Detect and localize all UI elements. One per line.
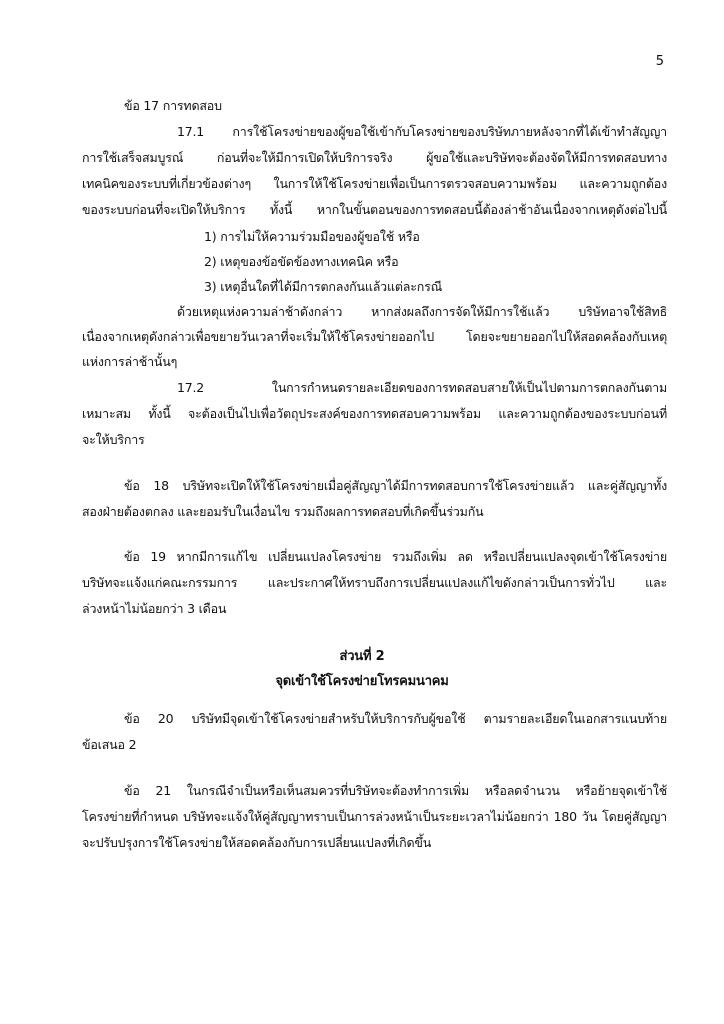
delay-line: ด้วยเหตุแห่งความล่าช้าดังกล่าว หากส่งผลถึงการจัดให้มีการใช้แล้ว บริษัทอาจใช้สิทธิ	[177, 304, 667, 319]
article-21-line: โครงข่ายที่กำหนด บริษัทจะแจ้งให้คู่สัญญาทราบเป็นการล่วงหน้าเป็นระยะเวลาไม่น้อยกว่า 180 วัน โดยคู่สัญญา	[82, 809, 667, 824]
delay-line: แห่งการล่าช้านั้นๆ	[82, 354, 178, 369]
page-number: 5	[655, 54, 664, 69]
article-17-1-line: ของระบบก่อนที่จะเปิดให้บริการ ทั้งนี้ หากในขั้นตอนของการทดสอบนี้ต้องล่าช้าอันเนื่องจากเหตุดังต่อไปนี้	[82, 202, 667, 217]
article-17-2-line: จะให้บริการ	[82, 432, 145, 447]
article-17-1-line: เทคนิคของระบบที่เกี่ยวข้องต่างๆ ในการให้ใช้โครงข่ายเพื่อเป็นการตรวจสอบความพร้อม และความถูกต้อง	[82, 176, 667, 191]
article-17-2-line: เหมาะสม ทั้งนี้ จะต้องเป็นไปเพื่อวัตถุประสงค์ของการทดสอบความพร้อม และความถูกต้องของระบบก่อนที่	[82, 406, 667, 421]
section-subtitle: จุดเข้าใช้โครงข่ายโทรคมนาคม	[275, 674, 449, 689]
article-17-1-line: การใช้เสร็จสมบูรณ์ ก่อนที่จะให้มีการเปิดให้บริการจริง ผู้ขอใช้และบริษัทจะต้องจัดให้มีการทดสอบทาง	[82, 150, 667, 165]
article-21-line: จะปรับปรุงการใช้โครงข่ายให้สอดคล้องกับการเปลี่ยนแปลงที่เกิดขึ้น	[82, 835, 432, 850]
article-18-line: สองฝ่ายต้องตกลง และยอมรับในเงื่อนไข รวมถึงผลการทดสอบที่เกิดขึ้นร่วมกัน	[82, 504, 484, 519]
article-20-line: ข้อ 20 บริษัทมีจุดเข้าใช้โครงข่ายสำหรับให้บริการกับผู้ขอใช้ ตามรายละเอียดในเอกสารแนบท้าย	[124, 711, 667, 726]
article-21-line: ข้อ 21 ในกรณีจำเป็นหรือเห็นสมควรที่บริษัทจะต้องทำการเพิ่ม หรือลดจำนวน หรือย้ายจุดเข้าใช้	[124, 783, 667, 798]
section-title: ส่วนที่ 2	[339, 649, 385, 664]
article-17-2-line: 17.2 ในการกำหนดรายละเอียดของการทดสอบสายให้เป็นไปตามการตกลงกันตาม	[177, 380, 667, 395]
article-18-line: ข้อ 18 บริษัทจะเปิดให้ใช้โครงข่ายเมื่อคู่สัญญาได้มีการทดสอบการใช้โครงข่ายแล้ว และคู่สัญญาทั้ง	[124, 478, 667, 493]
article-20-line: ข้อเสนอ 2	[82, 737, 137, 752]
article-19-line: ล่วงหน้าไม่น้อยกว่า 3 เดือน	[82, 601, 227, 616]
cause-item: 1) การไม่ให้ความร่วมมือของผู้ขอใช้ หรือ	[204, 229, 420, 244]
article-17-heading: ข้อ 17 การทดสอบ	[124, 98, 222, 113]
cause-item: 2) เหตุของข้อขัดข้องทางเทคนิค หรือ	[204, 254, 399, 269]
article-19-line: บริษัทจะแจ้งแก่คณะกรรมการ และประกาศให้ทราบถึงการเปลี่ยนแปลงแก้ไขดังกล่าวเป็นการทั่วไป และ	[82, 575, 667, 590]
cause-item: 3) เหตุอื่นใดที่ได้มีการตกลงกันแล้วแต่ละกรณี	[204, 279, 443, 294]
article-17-1-line: 17.1 การใช้โครงข่ายของผู้ขอใช้เข้ากับโครงข่ายของบริษัทภายหลังจากที่ได้เข้าทำสัญญา	[177, 124, 667, 139]
article-19-line: ข้อ 19 หากมีการแก้ไข เปลี่ยนแปลงโครงข่าย รวมถึงเพิ่ม ลด หรือเปลี่ยนแปลงจุดเข้าใช้โครงข่าย	[124, 549, 667, 564]
delay-line: เนื่องจากเหตุดังกล่าวเพื่อขยายวันเวลาที่จะเริ่มให้ใช้โครงข่ายออกไป โดยจะขยายออกไปให้สอดคล้องกับเหตุ	[82, 329, 667, 344]
